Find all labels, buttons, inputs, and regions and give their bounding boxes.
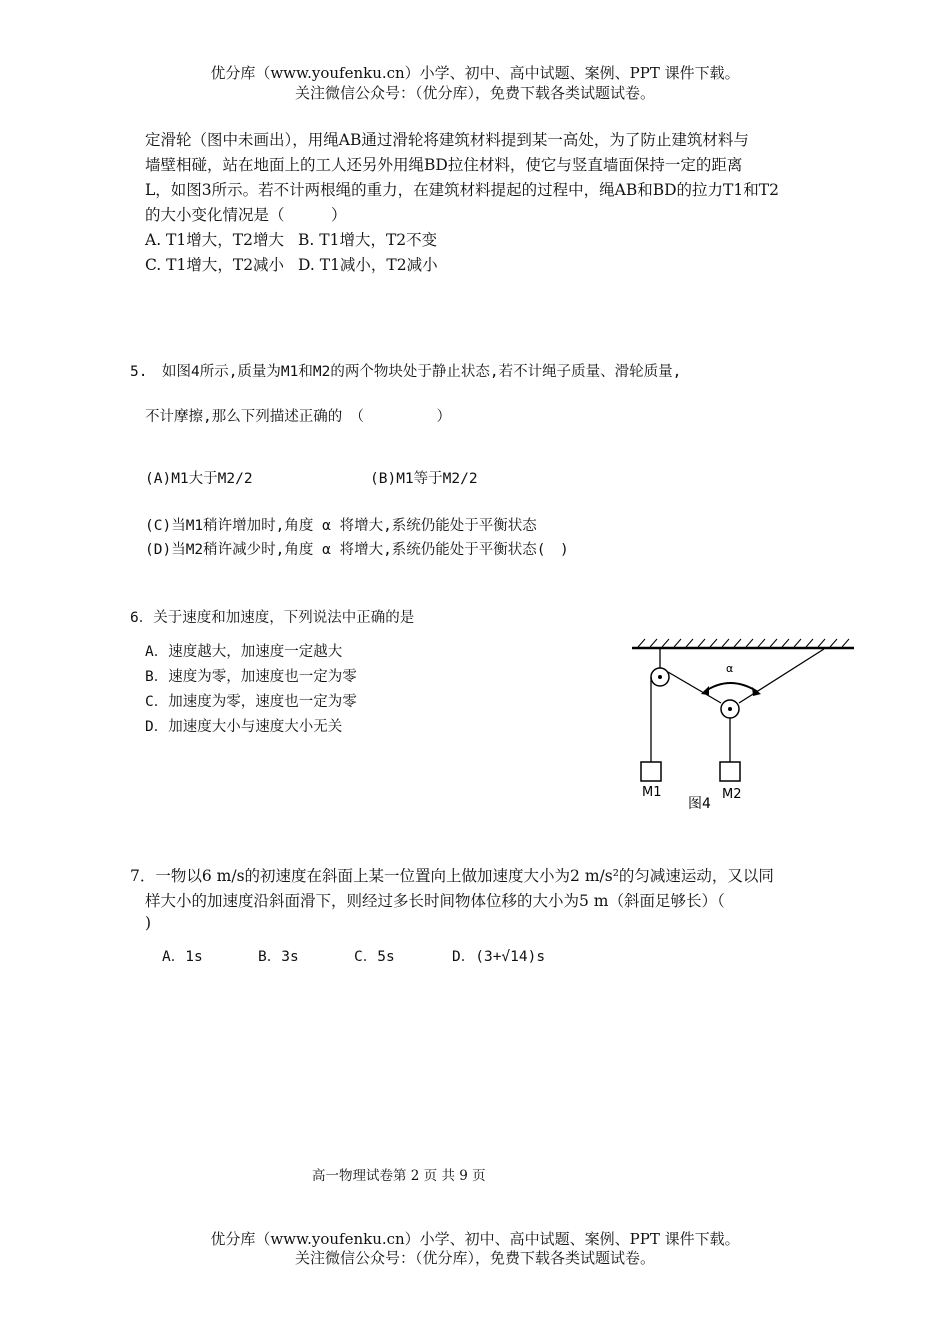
alpha-label: α (726, 662, 734, 675)
q7-option-c: C．5s (354, 949, 395, 965)
label-m2: M2 (722, 787, 742, 802)
q7-line-2: 样大小的加速度沿斜面滑下，则经过多长时间物体位移的大小为5 m（斜面足够长）（ (145, 892, 725, 910)
q7-line-1: 7．一物以6 m/s的初速度在斜面上某一位置向上做加速度大小为2 m/s²的匀减速运动，又以同 (130, 867, 774, 885)
q5-option-a: (A)M1大于M2/2 (145, 471, 253, 487)
footer-line-2: 关注微信公众号：（优分库），免费下载各类试题试卷。 (294, 1249, 655, 1267)
q6-option-c: C．加速度为零，速度也一定为零 (145, 694, 357, 710)
q4-option-c: C. T1增大，T2减小 (145, 256, 285, 274)
q4-option-b: B. T1增大，T2不变 (298, 231, 438, 249)
block-m2 (720, 762, 740, 781)
q7-option-d: D．(3+√14)s (452, 949, 546, 965)
q7-option-b: B．3s (258, 949, 299, 965)
rope-right-segment (739, 649, 824, 703)
q4-option-a: A. T1增大，T2增大 (145, 231, 284, 249)
q6-stem: 6．关于速度和加速度，下列说法中正确的是 (130, 610, 415, 626)
q7-option-a: A．1s (162, 949, 203, 965)
label-m1: M1 (642, 785, 662, 800)
q5-option-d: (D)当M2稍许减少时,角度 α 将增大,系统仍能处于平衡状态( ) (145, 542, 569, 558)
ceiling-hatching (638, 639, 849, 647)
q4-option-d: D. T1减小，T2减小 (298, 256, 438, 274)
q5-option-c: (C)当M1稍许增加时,角度 α 将增大,系统仍能处于平衡状态 (145, 518, 537, 534)
figure-caption: 图4 (688, 796, 711, 812)
header-line-1: 优分库（www.youfenku.cn）小学、初中、高中试题、案例、PPT 课件下载。 (210, 64, 740, 82)
header-line-2: 关注微信公众号：（优分库），免费下载各类试题试卷。 (294, 84, 655, 102)
block-m1 (641, 762, 661, 781)
q5-stem-line-2: 不计摩擦,那么下列描述正确的 （ ） (145, 409, 451, 425)
page-number: 高一物理试卷第 2 页 共 9 页 (312, 1168, 486, 1184)
q4-line-2: 墙壁相碰，站在地面上的工人还另外用绳BD拉住材料，使它与竖直墙面保持一定的距离 (145, 156, 743, 174)
q4-line-1: 定滑轮（图中未画出），用绳AB通过滑轮将建筑材料提到某一高处，为了防止建筑材料与 (145, 131, 749, 149)
q7-line-3: ) (145, 914, 152, 932)
q4-line-4: 的大小变化情况是（ ） (145, 206, 347, 224)
angle-arc (704, 683, 758, 692)
q5-stem-line-1: 5. 如图4所示,质量为M1和M2的两个物块处于静止状态,若不计绳子质量、滑轮质量, (130, 364, 682, 380)
figure-4-pulley-diagram (628, 636, 860, 816)
q6-option-d: D．加速度大小与速度大小无关 (145, 719, 343, 735)
q5-option-b: (B)M1等于M2/2 (370, 471, 478, 487)
q4-line-3: L，如图3所示。若不计两根绳的重力，在建筑材料提起的过程中，绳AB和BD的拉力T1和T2 (145, 181, 779, 199)
q6-option-b: B．速度为零，加速度也一定为零 (145, 669, 357, 685)
q6-option-a: A．速度越大，加速度一定越大 (145, 644, 343, 660)
footer-line-1: 优分库（www.youfenku.cn）小学、初中、高中试题、案例、PPT 课件下载。 (210, 1230, 740, 1248)
